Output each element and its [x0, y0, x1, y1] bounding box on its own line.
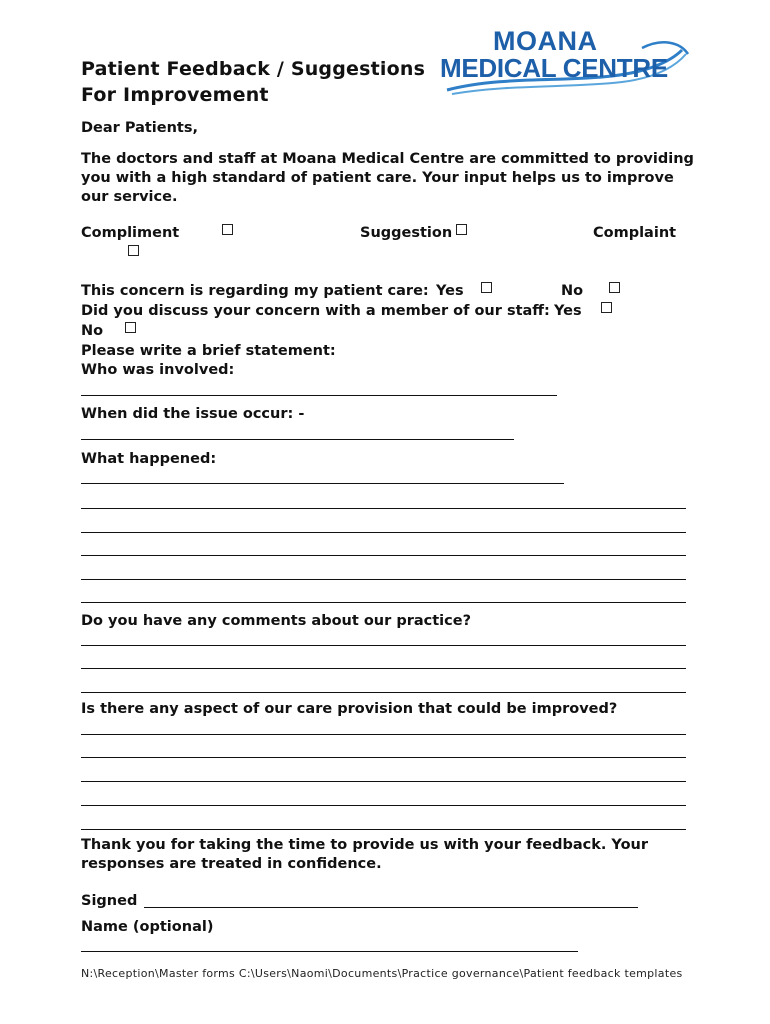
comments-line[interactable] — [81, 668, 686, 669]
what-happened-line[interactable] — [81, 483, 564, 484]
logo-line2: MEDICAL CENTRE — [440, 53, 668, 83]
comments-line[interactable] — [81, 692, 686, 693]
what-happened-line[interactable] — [81, 532, 686, 533]
what-happened-line[interactable] — [81, 508, 686, 509]
patient-care-yes-checkbox[interactable] — [481, 282, 492, 293]
name-line[interactable] — [81, 951, 578, 952]
signed-line[interactable] — [144, 907, 638, 908]
complaint-label: Complaint — [593, 225, 677, 241]
comments-line[interactable] — [81, 645, 686, 646]
logo-line1: MOANA — [493, 26, 598, 56]
thanks-line: responses are treated in confidence. — [81, 856, 382, 872]
improve-line[interactable] — [81, 757, 686, 758]
intro-line: you with a high standard of patient care. Your input helps us to improve — [81, 170, 674, 186]
complaint-checkbox[interactable] — [128, 245, 139, 256]
intro-line: The doctors and staff at Moana Medical Centre are committed to providing — [81, 151, 694, 167]
signed-label: Signed — [81, 893, 138, 909]
patient-care-question: This concern is regarding my patient care: — [81, 283, 429, 299]
patient-care-yes-label: Yes — [436, 283, 464, 299]
improve-prompt: Is there any aspect of our care provision that could be improved? — [81, 701, 618, 717]
what-happened-line[interactable] — [81, 602, 686, 603]
suggestion-label: Suggestion — [360, 225, 453, 241]
intro-paragraph — [81, 150, 694, 207]
improve-line[interactable] — [81, 734, 686, 735]
improve-line[interactable] — [81, 781, 686, 782]
when-occur-line[interactable] — [81, 439, 514, 440]
title-line1: Patient Feedback / Suggestions — [81, 58, 426, 80]
compliment-label: Compliment — [81, 225, 180, 241]
discussed-yes-label: Yes — [554, 303, 582, 319]
what-happened-label: What happened: — [81, 451, 217, 467]
page-title — [81, 56, 425, 108]
what-happened-line[interactable] — [81, 579, 686, 580]
suggestion-checkbox[interactable] — [456, 224, 467, 235]
discussed-yes-checkbox[interactable] — [601, 302, 612, 313]
when-occur-label: When did the issue occur: - — [81, 406, 305, 422]
statement-prompt: Please write a brief statement: — [81, 343, 336, 359]
footer-path: N:\Reception\Master forms C:\Users\Naomi\Documents\Practice governance\Patient feedback templates — [81, 967, 683, 980]
patient-care-no-checkbox[interactable] — [609, 282, 620, 293]
discussed-no-checkbox[interactable] — [125, 322, 136, 333]
title-line2: For Improvement — [81, 84, 269, 106]
who-involved-line[interactable] — [81, 395, 557, 396]
improve-line[interactable] — [81, 829, 686, 830]
discussed-question: Did you discuss your concern with a member of our staff: — [81, 303, 550, 319]
thanks-paragraph — [81, 836, 648, 874]
intro-line: our service. — [81, 189, 178, 205]
comments-prompt: Do you have any comments about our practice? — [81, 613, 471, 629]
compliment-checkbox[interactable] — [222, 224, 233, 235]
greeting: Dear Patients, — [81, 120, 199, 136]
name-label: Name (optional) — [81, 919, 214, 935]
patient-care-no-label: No — [561, 283, 584, 299]
discussed-no-label: No — [81, 323, 104, 339]
what-happened-line[interactable] — [81, 555, 686, 556]
who-involved-label: Who was involved: — [81, 362, 235, 378]
improve-line[interactable] — [81, 805, 686, 806]
thanks-line: Thank you for taking the time to provide us with your feedback. Your — [81, 837, 649, 853]
